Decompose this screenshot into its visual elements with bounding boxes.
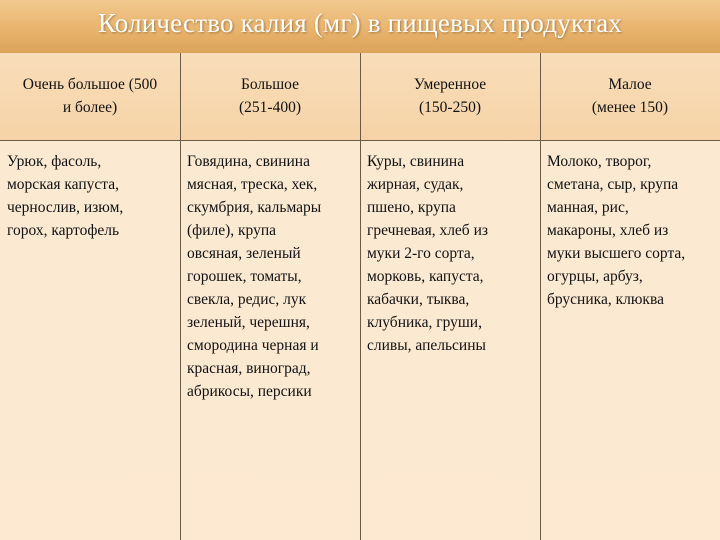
header-high [180, 73, 360, 119]
header-low-line2: (менее 150) [591, 99, 669, 116]
cell-low: Молоко, творог, сметана, сыр, крупа манная, рис, макароны, хлеб из муки высшего сорта, огурцы, арбуз, брусника, клюква [547, 153, 686, 308]
potassium-table [0, 53, 720, 540]
header-moderate [360, 73, 540, 119]
title-bar [0, 0, 720, 54]
header-moderate-line2: (150-250) [419, 99, 481, 116]
cell-high: Говядина, свинина мясная, треска, хек, скумбрия, кальмары (филе), крупа овсяная, зеленый горошек, томаты, свекла, редис, лук зеленый, черешня, смородина черная и красная, виноград, абрикосы, персики [187, 153, 322, 400]
header-very-high-line2: и более) [62, 99, 118, 116]
header-low-line1: Малое [608, 76, 652, 93]
cell-very-high: Урюк, фасоль, морская капуста, чернослив, изюм, горох, картофель [7, 153, 124, 239]
header-very-high [0, 73, 180, 119]
column-divider [360, 53, 361, 540]
header-high-line1: Большое [240, 76, 299, 93]
header-very-high-line1: Очень большое (500 [22, 76, 158, 93]
page-title: Количество калия (мг) в пищевых продуктах [97, 8, 623, 38]
header-low [540, 73, 720, 119]
header-high-line2: (251-400) [239, 99, 301, 116]
cell-moderate: Куры, свинина жирная, судак, пшено, крупа гречневая, хлеб из муки 2-го сорта, морковь, капуста, кабачки, тыква, клубника, груши, сливы, апельсины [367, 153, 488, 354]
column-divider [180, 53, 181, 540]
column-divider [540, 53, 541, 540]
header-moderate-line1: Умеренное [413, 76, 487, 93]
